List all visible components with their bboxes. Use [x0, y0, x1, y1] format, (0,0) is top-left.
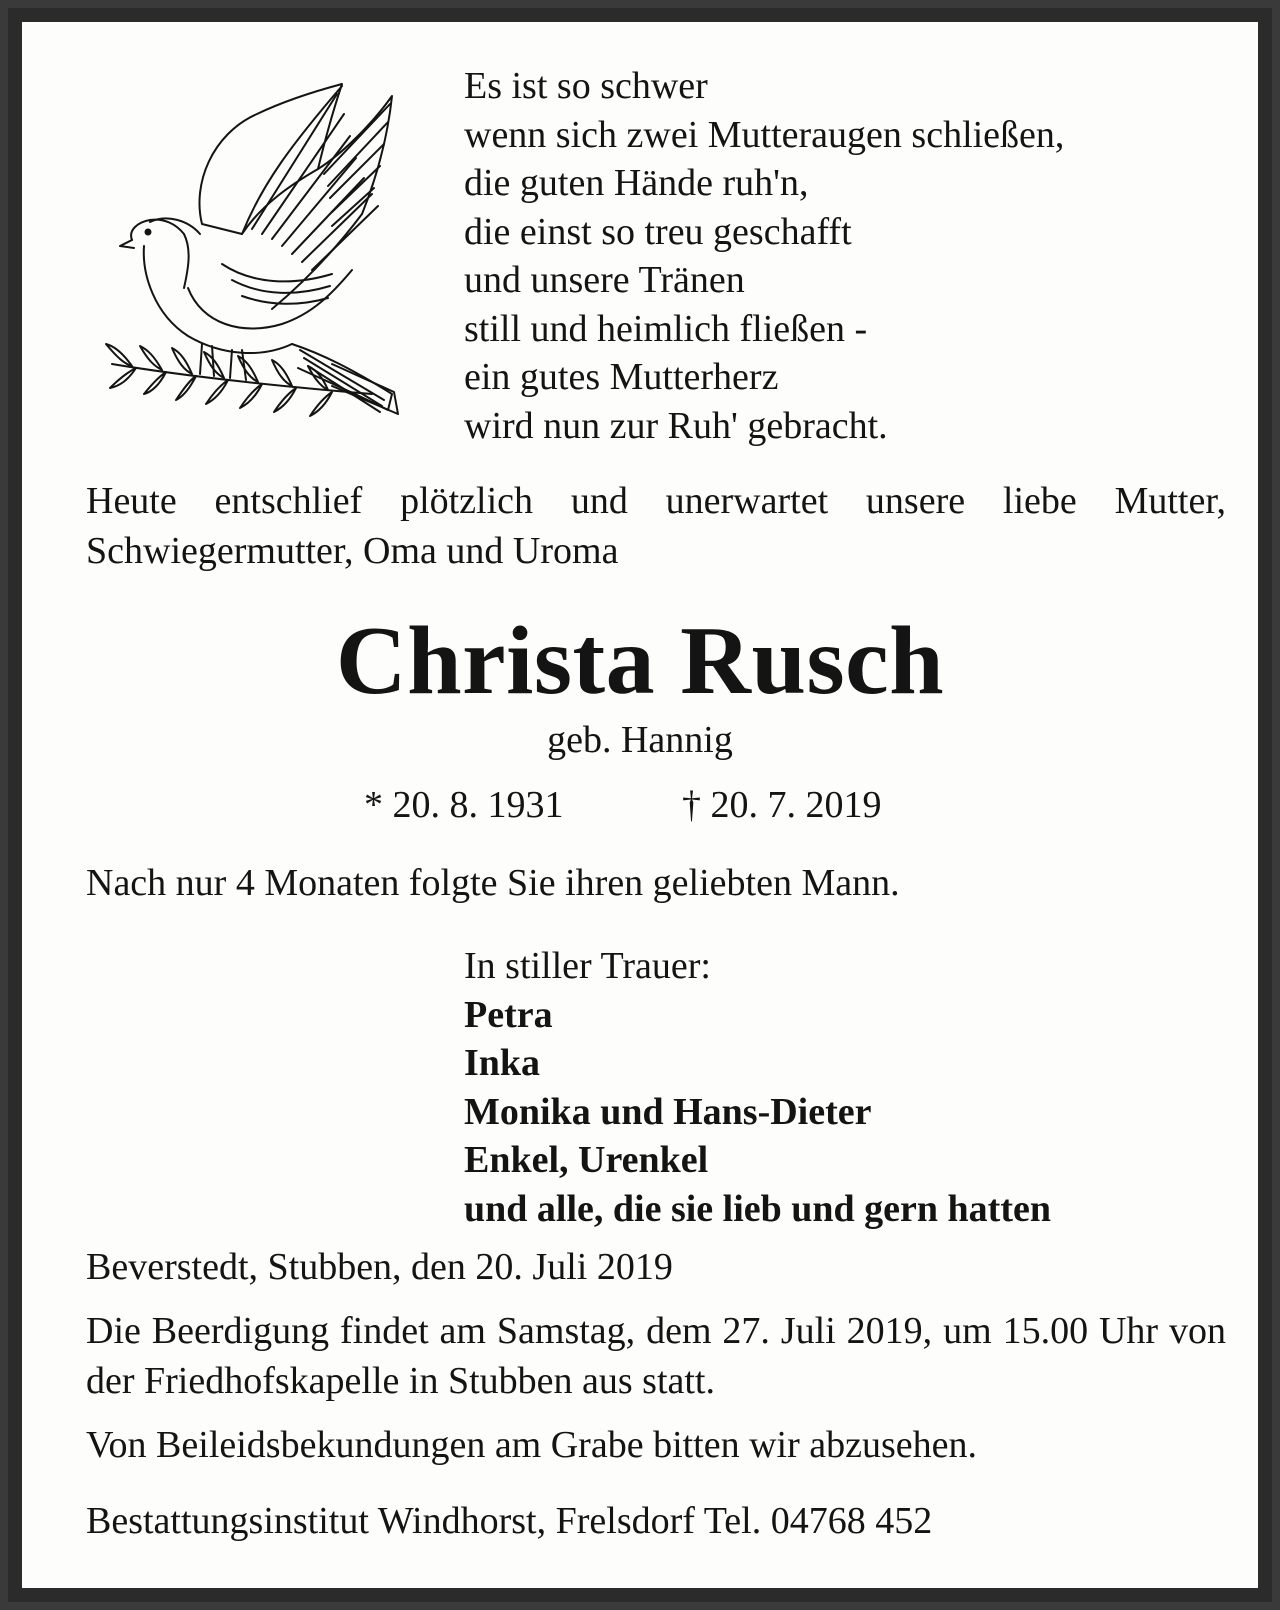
mourners-block: [464, 942, 1051, 1233]
place-date: Beverstedt, Stubben, den 20. Juli 2019: [86, 1246, 673, 1288]
poem-line: wenn sich zwei Mutteraugen schließen,: [464, 113, 1065, 156]
poem-line: die einst so treu geschafft: [464, 210, 852, 253]
funeral-info: Die Beerdigung findet am Samstag, dem 27. Juli 2019, um 15.00 Uhr von der Friedhofskapelle in Stubben aus statt.: [86, 1310, 1226, 1402]
note-text: Nach nur 4 Monaten folgte Sie ihren geliebten Mann.: [86, 862, 900, 904]
border-frame: [8, 8, 1272, 1602]
poem-line: ein gutes Mutterherz: [464, 356, 779, 398]
poem-line: die guten Hände ruh'n,: [464, 162, 809, 204]
obituary-notice: [22, 22, 1258, 1588]
intro-text: Heute entschlief plötzlich und unerwartet unsere liebe Mutter, Schwiegermutter, Oma und Uroma: [86, 480, 1226, 572]
dove-with-olive-branch-icon: [92, 74, 412, 444]
death-date: † 20. 7. 2019: [682, 784, 882, 826]
mourner-name: Inka: [464, 1042, 541, 1084]
poem-line: Es ist so schwer: [464, 65, 708, 107]
poem-line: wird nun zur Ruh' gebracht.: [464, 404, 888, 447]
mourner-name: Enkel, Urenkel: [464, 1139, 709, 1181]
poem: [464, 62, 1064, 450]
mourner-name: Petra: [464, 993, 553, 1036]
mourner-name: Monika und Hans-Dieter: [464, 1090, 872, 1133]
undertaker-info: Bestattungsinstitut Windhorst, Frelsdorf Tel. 04768 452: [86, 1500, 933, 1542]
poem-line: still und heimlich fließen -: [464, 307, 868, 350]
deceased-name: Christa Rusch: [335, 607, 945, 715]
maiden-name: geb. Hannig: [547, 719, 733, 761]
mourner-name: und alle, die sie lieb und gern hatten: [464, 1187, 1051, 1230]
mourning-intro: In stiller Trauer:: [464, 945, 711, 987]
birth-date: * 20. 8. 1931: [364, 784, 564, 826]
condolence-note: Von Beileidsbekundungen am Grabe bitten wir abzusehen.: [86, 1424, 978, 1466]
poem-line: und unsere Tränen: [464, 259, 745, 301]
